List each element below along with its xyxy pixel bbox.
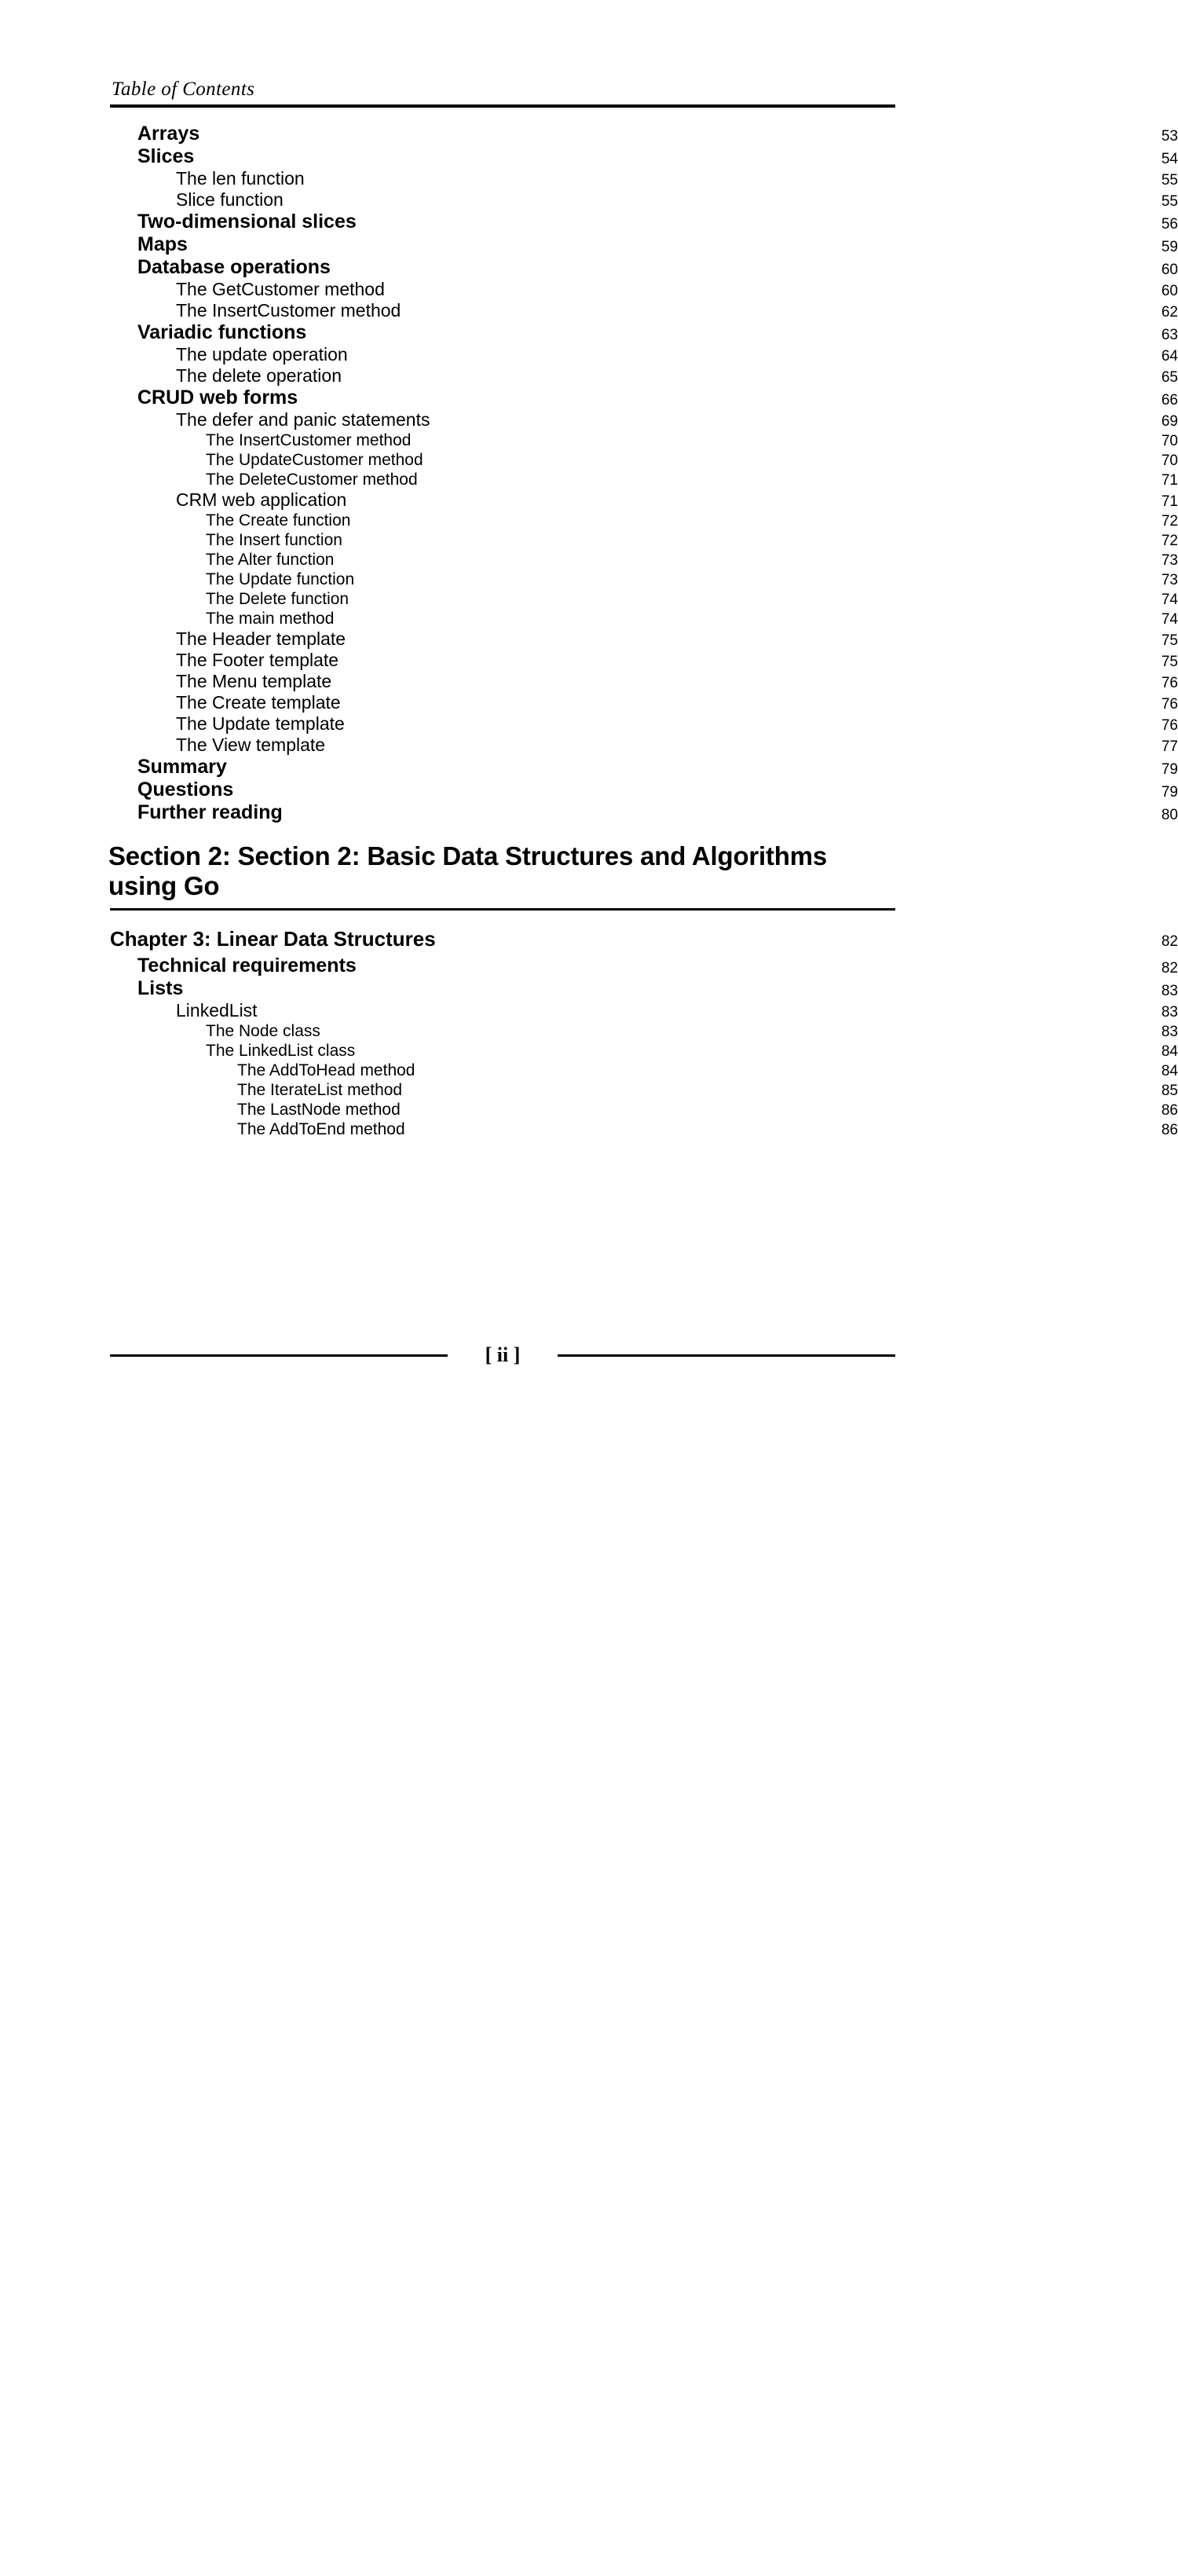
running-head: Table of Contents bbox=[112, 79, 255, 100]
toc-entry[interactable] bbox=[0, 191, 1178, 212]
toc-entry-label: The LinkedList class bbox=[206, 1041, 356, 1060]
toc-entry[interactable] bbox=[0, 367, 1178, 388]
section-heading bbox=[108, 841, 902, 901]
toc-entry-page-number: 84 bbox=[1161, 1062, 1178, 1079]
toc-entry-page-number: 59 bbox=[1161, 239, 1178, 255]
running-head-container bbox=[110, 79, 895, 104]
toc-entry-label: The AddToEnd method bbox=[237, 1119, 405, 1138]
toc-entry-page-number: 66 bbox=[1161, 392, 1178, 409]
toc-entry-page-number: 74 bbox=[1161, 592, 1178, 608]
toc-entry-label: Arrays bbox=[137, 123, 200, 145]
toc-entry-page-number: 83 bbox=[1161, 982, 1178, 999]
toc-entry[interactable] bbox=[0, 1042, 1178, 1062]
toc-entry[interactable] bbox=[0, 630, 1178, 651]
toc-entry-label: The Alter function bbox=[206, 551, 335, 569]
toc-entry-page-number: 60 bbox=[1161, 262, 1178, 278]
toc-entry-page-number: 80 bbox=[1161, 807, 1178, 823]
toc-entry-label: The Delete function bbox=[206, 590, 349, 608]
toc-entry-page-number: 76 bbox=[1161, 696, 1178, 713]
toc-entry-label: The AddToHead method bbox=[237, 1061, 415, 1079]
toc-entry-page-number: 76 bbox=[1161, 717, 1178, 734]
section-heading-title: Section 2: Section 2: Basic Data Structures and Algorithms using Go bbox=[108, 841, 828, 900]
toc-entry-label: The InsertCustomer method bbox=[206, 431, 412, 449]
toc-entry[interactable] bbox=[0, 170, 1178, 191]
toc-entry-label: The Insert function bbox=[206, 531, 342, 549]
toc-entry-label: Questions bbox=[137, 779, 234, 801]
toc-entry-page-number: 54 bbox=[1161, 151, 1178, 167]
toc-entry[interactable] bbox=[0, 346, 1178, 367]
page-footer bbox=[110, 1343, 895, 1367]
toc-entry-page-number: 77 bbox=[1161, 738, 1178, 755]
toc-entry[interactable] bbox=[0, 235, 1178, 258]
toc-entry-label: Maps bbox=[137, 233, 188, 255]
toc-entry-page-number: 74 bbox=[1161, 611, 1178, 628]
toc-entry-label: The main method bbox=[206, 610, 335, 628]
toc-entry-page-number: 75 bbox=[1161, 632, 1178, 649]
toc-entry[interactable] bbox=[0, 780, 1178, 803]
toc-entry-label: CRM web application bbox=[176, 489, 347, 510]
page-folio: [ ii ] bbox=[485, 1343, 521, 1366]
toc-entry[interactable] bbox=[0, 258, 1178, 280]
toc-entry[interactable] bbox=[0, 672, 1178, 694]
toc-list-upper bbox=[0, 124, 1178, 826]
toc-entry-page-number: 64 bbox=[1161, 348, 1178, 365]
toc-entry[interactable] bbox=[0, 715, 1178, 736]
toc-entry-label: CRUD web forms bbox=[137, 387, 298, 409]
toc-entry-page-number: 86 bbox=[1161, 1101, 1178, 1119]
toc-entry-page-number: 69 bbox=[1161, 413, 1178, 430]
toc-entry-page-number: 73 bbox=[1161, 552, 1178, 569]
toc-entry[interactable] bbox=[0, 1121, 1178, 1141]
toc-entry-page-number: 71 bbox=[1161, 493, 1178, 510]
toc-entry-page-number: 55 bbox=[1161, 193, 1178, 210]
toc-entry[interactable] bbox=[0, 1062, 1178, 1082]
toc-entry-page-number: 82 bbox=[1161, 959, 1178, 977]
toc-entry[interactable] bbox=[0, 302, 1178, 323]
toc-entry[interactable] bbox=[0, 694, 1178, 715]
toc-entry[interactable] bbox=[0, 926, 1178, 956]
toc-entry[interactable] bbox=[0, 491, 1178, 512]
toc-entry-page-number: 76 bbox=[1161, 675, 1178, 691]
toc-entry[interactable] bbox=[0, 956, 1178, 979]
toc-entry[interactable] bbox=[0, 411, 1178, 432]
toc-entry-page-number: 70 bbox=[1161, 433, 1178, 449]
toc-entry-page-number: 83 bbox=[1161, 1003, 1178, 1021]
toc-entry-label: The len function bbox=[176, 168, 305, 189]
toc-entry-label: Variadic functions bbox=[137, 321, 307, 343]
toc-entry[interactable] bbox=[0, 757, 1178, 780]
toc-entry-label: The InsertCustomer method bbox=[176, 300, 401, 321]
toc-entry-label: The UpdateCustomer method bbox=[206, 451, 423, 469]
toc-entry[interactable] bbox=[0, 212, 1178, 235]
header-divider bbox=[110, 104, 895, 108]
toc-entry-page-number: 73 bbox=[1161, 572, 1178, 588]
toc-entry-label: The View template bbox=[176, 735, 326, 755]
toc-entry[interactable] bbox=[0, 803, 1178, 826]
toc-entry-page-number: 79 bbox=[1161, 761, 1178, 778]
toc-entry-label: The Footer template bbox=[176, 650, 339, 670]
toc-entry[interactable] bbox=[0, 979, 1178, 1002]
toc-entry[interactable] bbox=[0, 280, 1178, 302]
toc-entry-page-number: 82 bbox=[1161, 933, 1178, 950]
toc-entry-label: The Update function bbox=[206, 570, 355, 588]
toc-entry-label: Summary bbox=[137, 756, 227, 778]
toc-entry[interactable] bbox=[0, 736, 1178, 757]
toc-entry-label: The update operation bbox=[176, 344, 348, 365]
toc-entry-page-number: 79 bbox=[1161, 784, 1178, 801]
toc-entry-label: Technical requirements bbox=[137, 954, 357, 977]
toc-entry-label: The GetCustomer method bbox=[176, 279, 385, 299]
section-divider bbox=[110, 908, 895, 911]
toc-entry-label: The Create function bbox=[206, 511, 351, 529]
toc-entry[interactable] bbox=[0, 571, 1178, 591]
toc-entry-page-number: 56 bbox=[1161, 216, 1178, 233]
toc-entry-label: The LastNode method bbox=[237, 1100, 401, 1119]
toc-entry[interactable] bbox=[0, 512, 1178, 532]
toc-entry-page-number: 60 bbox=[1161, 283, 1178, 299]
toc-entry-page-number: 71 bbox=[1161, 472, 1178, 489]
toc-entry-page-number: 84 bbox=[1161, 1042, 1178, 1060]
toc-entry-label: Database operations bbox=[137, 256, 331, 278]
toc-entry-page-number: 55 bbox=[1161, 172, 1178, 189]
toc-entry[interactable] bbox=[0, 610, 1178, 630]
toc-entry-label: LinkedList bbox=[176, 999, 258, 1021]
toc-entry-page-number: 75 bbox=[1161, 654, 1178, 670]
toc-entry-page-number: 86 bbox=[1161, 1121, 1178, 1138]
toc-entry[interactable] bbox=[0, 651, 1178, 672]
toc-entry-label: Two-dimensional slices bbox=[137, 211, 357, 233]
toc-entry[interactable] bbox=[0, 452, 1178, 471]
toc-entry[interactable] bbox=[0, 388, 1178, 411]
toc-entry[interactable] bbox=[0, 1082, 1178, 1101]
toc-entry-page-number: 62 bbox=[1161, 304, 1178, 321]
toc-list-lower bbox=[0, 926, 1178, 1141]
toc-entry[interactable] bbox=[0, 1023, 1178, 1042]
toc-entry-label: The IterateList method bbox=[237, 1080, 403, 1099]
toc-entry-label: The Node class bbox=[206, 1021, 320, 1040]
toc-entry-label: The DeleteCustomer method bbox=[206, 471, 418, 489]
toc-entry[interactable] bbox=[0, 147, 1178, 170]
toc-entry-page-number: 72 bbox=[1161, 533, 1178, 549]
toc-entry[interactable] bbox=[0, 999, 1178, 1023]
toc-entry[interactable] bbox=[0, 1101, 1178, 1121]
toc-entry-page-number: 53 bbox=[1161, 128, 1178, 145]
toc-entry[interactable] bbox=[0, 591, 1178, 610]
toc-entry-label: Slice function bbox=[176, 189, 284, 210]
toc-entry[interactable] bbox=[0, 471, 1178, 491]
toc-entry[interactable] bbox=[0, 532, 1178, 551]
toc-entry-page-number: 72 bbox=[1161, 513, 1178, 529]
toc-entry-label: The delete operation bbox=[176, 365, 342, 386]
toc-entry-label: Further reading bbox=[137, 801, 283, 823]
toc-entry[interactable] bbox=[0, 432, 1178, 452]
toc-entry-label: The Header template bbox=[176, 628, 346, 649]
toc-entry-label: Slices bbox=[137, 145, 195, 167]
toc-entry[interactable] bbox=[0, 323, 1178, 346]
toc-entry-label: Lists bbox=[137, 977, 184, 999]
toc-entry-page-number: 85 bbox=[1161, 1082, 1178, 1099]
toc-entry[interactable] bbox=[0, 551, 1178, 571]
toc-entry-page-number: 63 bbox=[1161, 327, 1178, 343]
toc-entry-page-number: 83 bbox=[1161, 1023, 1178, 1040]
toc-entry-page-number: 70 bbox=[1161, 453, 1178, 469]
toc-entry-label: The Create template bbox=[176, 692, 341, 713]
toc-entry[interactable] bbox=[0, 124, 1178, 147]
toc-entry-label: The Menu template bbox=[176, 671, 332, 691]
footer-rule-right bbox=[558, 1354, 895, 1357]
toc-entry-label: Chapter 3: Linear Data Structures bbox=[110, 926, 436, 951]
toc-entry-page-number: 65 bbox=[1161, 369, 1178, 386]
toc-entry-label: The Update template bbox=[176, 713, 345, 734]
toc-entry-label: The defer and panic statements bbox=[176, 409, 430, 430]
